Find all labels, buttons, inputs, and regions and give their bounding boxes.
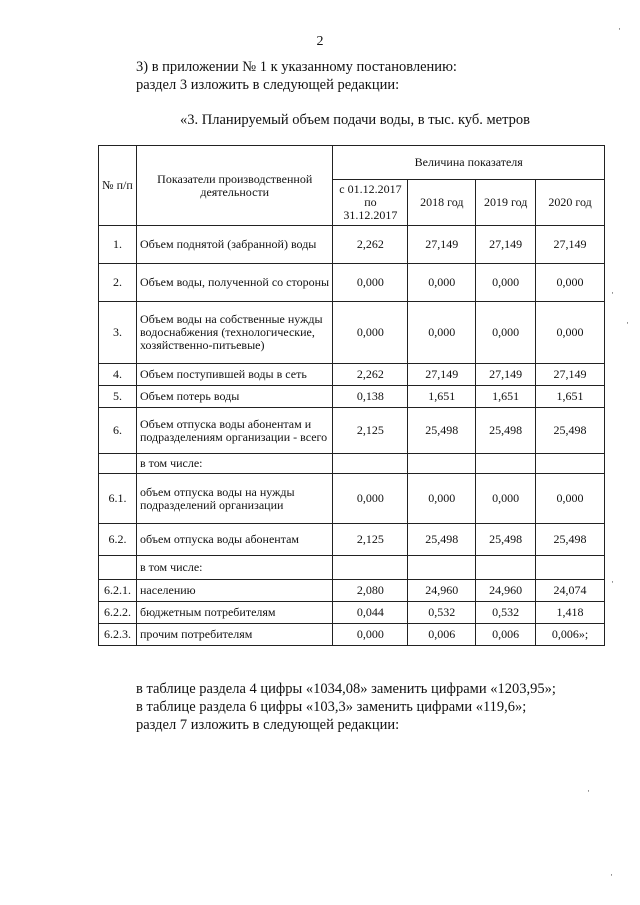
row-label: Объем воды, полученной со стороны — [136, 264, 332, 302]
row-label: объем отпуска воды абонентам — [136, 524, 332, 556]
row-value — [476, 556, 536, 580]
row-num: 5. — [99, 386, 137, 408]
row-value: 27,149 — [536, 364, 605, 386]
header-num: № п/п — [99, 146, 137, 226]
row-value: 0,000 — [333, 624, 408, 646]
table-row — [99, 556, 605, 580]
row-value: 2,080 — [333, 580, 408, 602]
footer-text — [136, 680, 556, 734]
row-label: в том числе: — [136, 454, 332, 474]
table-row — [99, 226, 605, 264]
row-num: 6.2.1. — [99, 580, 137, 602]
row-value: 0,000 — [476, 264, 536, 302]
row-value: 24,074 — [536, 580, 605, 602]
row-value: 1,651 — [536, 386, 605, 408]
row-value: 25,498 — [408, 524, 476, 556]
header-2019: 2019 год — [476, 180, 536, 226]
row-value: 2,262 — [333, 226, 408, 264]
scan-speck: · — [587, 786, 590, 796]
row-value: 27,149 — [408, 226, 476, 264]
row-value: 0,000 — [536, 474, 605, 524]
row-num — [99, 556, 137, 580]
scan-speck: · — [611, 577, 614, 587]
scan-speck: · — [618, 24, 621, 34]
row-value: 1,651 — [476, 386, 536, 408]
row-value: 27,149 — [476, 364, 536, 386]
row-value: 2,125 — [333, 408, 408, 454]
intro-line: 3) в приложении № 1 к указанному постановлению: — [136, 59, 457, 75]
footer-line: раздел 7 изложить в следующей редакции: — [136, 717, 400, 733]
header-2020: 2020 год — [536, 180, 605, 226]
row-value: 0,044 — [333, 602, 408, 624]
row-num: 1. — [99, 226, 137, 264]
table-row — [99, 624, 605, 646]
row-label: прочим потребителям — [136, 624, 332, 646]
intro-line: раздел 3 изложить в следующей редакции: — [136, 77, 400, 93]
row-value: 25,498 — [476, 408, 536, 454]
row-value: 0,000 — [333, 302, 408, 364]
table-row — [99, 454, 605, 474]
row-label: Объем поднятой (забранной) воды — [136, 226, 332, 264]
row-value: 25,498 — [408, 408, 476, 454]
table-row — [99, 364, 605, 386]
row-value: 1,418 — [536, 602, 605, 624]
row-value: 25,498 — [476, 524, 536, 556]
header-indicator: Показатели производственной деятельности — [136, 146, 332, 226]
scan-speck: · — [610, 870, 613, 880]
table-row — [99, 602, 605, 624]
row-value — [536, 556, 605, 580]
row-value: 25,498 — [536, 408, 605, 454]
table-row — [99, 474, 605, 524]
footer-line: в таблице раздела 6 цифры «103,3» заменить цифрами «119,6»; — [136, 699, 527, 715]
page-number: 2 — [316, 34, 324, 49]
row-num: 3. — [99, 302, 137, 364]
row-value: 0,532 — [408, 602, 476, 624]
row-value: 0,000 — [333, 264, 408, 302]
water-volume-table — [98, 145, 605, 646]
row-value: 0,138 — [333, 386, 408, 408]
table-row — [99, 264, 605, 302]
row-value — [408, 556, 476, 580]
header-2018: 2018 год — [408, 180, 476, 226]
row-value: 24,960 — [476, 580, 536, 602]
row-value: 27,149 — [536, 226, 605, 264]
row-value: 2,125 — [333, 524, 408, 556]
row-value: 0,006 — [408, 624, 476, 646]
table-row — [99, 580, 605, 602]
row-label: Объем поступившей воды в сеть — [136, 364, 332, 386]
table-row — [99, 524, 605, 556]
header-value-group: Величина показателя — [333, 146, 605, 180]
row-num: 6.2.3. — [99, 624, 137, 646]
scan-speck: · — [611, 288, 614, 298]
row-num: 4. — [99, 364, 137, 386]
row-value: 0,532 — [476, 602, 536, 624]
row-label: Объем отпуска воды абонентам и подразделениям организации - всего — [136, 408, 332, 454]
row-num: 6.1. — [99, 474, 137, 524]
scan-speck: · — [626, 318, 629, 328]
row-value: 1,651 — [408, 386, 476, 408]
row-label: в том числе: — [136, 556, 332, 580]
row-value: 27,149 — [408, 364, 476, 386]
row-label: Объем потерь воды — [136, 386, 332, 408]
row-value: 25,498 — [536, 524, 605, 556]
row-value: 24,960 — [408, 580, 476, 602]
section-title: «3. Планируемый объем подачи воды, в тыс. куб. метров — [180, 112, 530, 128]
row-value: 0,000 — [536, 302, 605, 364]
row-value — [333, 556, 408, 580]
header-period1: с 01.12.2017 по 31.12.2017 — [333, 180, 408, 226]
footer-line: в таблице раздела 4 цифры «1034,08» заменить цифрами «1203,95»; — [136, 681, 556, 697]
row-value: 0,006 — [476, 624, 536, 646]
row-label: бюджетным потребителям — [136, 602, 332, 624]
row-value — [408, 454, 476, 474]
row-value: 0,000 — [476, 302, 536, 364]
row-num — [99, 454, 137, 474]
table-row — [99, 302, 605, 364]
row-value: 0,000 — [408, 474, 476, 524]
row-value: 2,262 — [333, 364, 408, 386]
row-value: 0,000 — [476, 474, 536, 524]
table-row — [99, 386, 605, 408]
row-num: 6.2.2. — [99, 602, 137, 624]
row-value — [333, 454, 408, 474]
row-num: 6.2. — [99, 524, 137, 556]
row-num: 2. — [99, 264, 137, 302]
row-value: 0,000 — [408, 264, 476, 302]
row-value: 0,000 — [536, 264, 605, 302]
row-label: населению — [136, 580, 332, 602]
row-value: 0,006»; — [536, 624, 605, 646]
row-label: объем отпуска воды на нужды подразделений организации — [136, 474, 332, 524]
row-value: 27,149 — [476, 226, 536, 264]
row-value — [476, 454, 536, 474]
row-num: 6. — [99, 408, 137, 454]
row-value: 0,000 — [408, 302, 476, 364]
row-label: Объем воды на собственные нужды водоснабжения (технологические, хозяйственно-питьевые) — [136, 302, 332, 364]
row-value — [536, 454, 605, 474]
table-row — [99, 408, 605, 454]
intro-text — [136, 58, 457, 94]
row-value: 0,000 — [333, 474, 408, 524]
